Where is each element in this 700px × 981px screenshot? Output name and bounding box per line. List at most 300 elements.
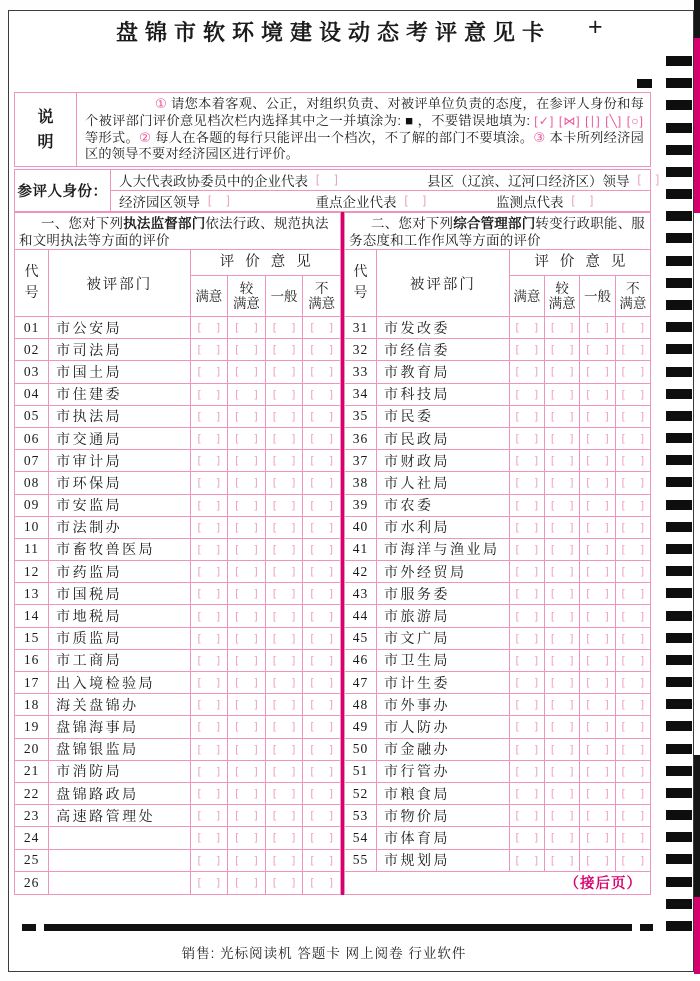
row-code: 12 — [15, 561, 49, 582]
row-department: 出入境检验局 — [49, 672, 190, 693]
rating-fill-box[interactable]: [ ] — [191, 450, 229, 471]
rating-fill-box[interactable]: [ ] — [266, 872, 304, 894]
rating-fill-box[interactable]: [ ] — [619, 631, 649, 645]
rating-fill-box[interactable]: [ ] — [545, 827, 580, 848]
table-row — [345, 517, 650, 539]
rating-fill-box[interactable]: [ ] — [308, 409, 338, 423]
row-code: 33 — [345, 361, 377, 382]
rating-fill-box[interactable]: [ ] — [619, 764, 649, 778]
rating-fill-box[interactable]: [ ] — [510, 716, 545, 737]
identity-fill-box[interactable]: [ ] — [635, 173, 664, 187]
rating-fill-box[interactable]: [ ] — [619, 720, 649, 734]
row-code: 05 — [15, 406, 49, 427]
row-department: 高速路管理处 — [49, 805, 190, 826]
rating-fill-box[interactable]: [ ] — [619, 676, 649, 690]
timing-mark — [666, 389, 692, 399]
rating-fill-box[interactable]: [ ] — [191, 561, 229, 582]
rating-fill-box[interactable]: [ ] — [266, 783, 304, 804]
rating-fill-box[interactable]: [ ] — [266, 805, 304, 826]
rating-fill-box[interactable]: [ ] — [619, 343, 649, 357]
rating-fill-box[interactable]: [ ] — [619, 653, 649, 667]
row-code: 52 — [345, 783, 377, 804]
rating-fill-box[interactable]: [ ] — [191, 517, 229, 538]
row-department: 市发改委 — [377, 317, 510, 338]
rating-fill-box[interactable]: [ ] — [619, 853, 649, 867]
rating-fill-box[interactable]: [ ] — [228, 694, 266, 715]
rating-fill-box[interactable]: [ ] — [308, 365, 338, 379]
rating-fill-box[interactable]: [ ] — [191, 850, 229, 871]
rating-fill-box[interactable]: [ ] — [619, 587, 649, 601]
rating-fill-box[interactable]: [ ] — [228, 428, 266, 449]
rating-fill-box[interactable]: [ ] — [545, 361, 580, 382]
row-department: 市消防局 — [49, 761, 190, 782]
identity-option — [119, 170, 427, 190]
rating-fill-box[interactable]: [ ] — [266, 561, 304, 582]
rating-fill-box[interactable]: [ ] — [266, 339, 304, 360]
row-code: 04 — [15, 384, 49, 405]
rating-fill-box[interactable]: [ ] — [580, 739, 615, 760]
rating-fill-box[interactable]: [ ] — [619, 476, 649, 490]
rating-fill-box[interactable]: [ ] — [191, 317, 229, 338]
rating-fill-box[interactable]: [ ] — [308, 476, 338, 490]
rating-fill-box[interactable]: [ ] — [619, 365, 649, 379]
rating-fill-box[interactable]: [ ] — [545, 472, 580, 493]
rating-fill-box[interactable]: [ ] — [191, 716, 229, 737]
rating-fill-box[interactable]: [ ] — [228, 672, 266, 693]
rating-fill-box[interactable]: [ ] — [191, 783, 229, 804]
identity-fill-box[interactable]: [ ] — [314, 173, 342, 187]
row-code: 21 — [15, 761, 49, 782]
registration-plus-mark: + — [588, 13, 603, 41]
instruction-segment-wrong: [✓] [⋈] [∣] [╲] [○] — [534, 113, 644, 128]
rating-fill-box[interactable]: [ ] — [191, 672, 229, 693]
rating-fill-box[interactable]: [ ] — [545, 605, 580, 626]
rating-fill-box[interactable]: [ ] — [545, 672, 580, 693]
rating-fill-box[interactable]: [ ] — [228, 583, 266, 604]
rating-fill-box[interactable]: [ ] — [266, 539, 304, 560]
rating-fill-box[interactable]: [ ] — [580, 650, 615, 671]
rating-fill-box[interactable]: [ ] — [510, 783, 545, 804]
rating-fill-box[interactable]: [ ] — [266, 605, 304, 626]
rating-fill-box[interactable]: [ ] — [228, 495, 266, 516]
scan-edge-strip — [694, 897, 700, 974]
rating-fill-box[interactable]: [ ] — [580, 339, 615, 360]
rating-fill-box[interactable]: [ ] — [308, 653, 338, 667]
rating-fill-box[interactable]: [ ] — [266, 739, 304, 760]
rating-fill-box[interactable]: [ ] — [619, 432, 649, 446]
rating-fill-box[interactable]: [ ] — [510, 384, 545, 405]
identity-fill-box[interactable]: [ ] — [206, 194, 234, 208]
rating-fill-box[interactable]: [ ] — [580, 384, 615, 405]
row-department: 盘锦海事局 — [49, 716, 190, 737]
rating-fill-box[interactable]: [ ] — [510, 472, 545, 493]
table-row — [15, 561, 340, 583]
timing-mark — [666, 78, 692, 88]
rating-fill-box[interactable]: [ ] — [545, 783, 580, 804]
rating-fill-box[interactable]: [ ] — [191, 761, 229, 782]
rating-fill-box[interactable]: [ ] — [545, 850, 580, 871]
rating-fill-box[interactable]: [ ] — [580, 694, 615, 715]
timing-mark — [666, 810, 692, 820]
page-title: 盘锦市软环境建设动态考评意见卡 — [115, 20, 551, 45]
table-row — [15, 317, 340, 339]
rating-fill-box[interactable]: [ ] — [510, 406, 545, 427]
instruction-segment-plain: 等形式。 — [85, 129, 140, 145]
rating-fill-box[interactable]: [ ] — [580, 539, 615, 560]
row-department: 盘锦路政局 — [49, 783, 190, 804]
rating-fill-box[interactable]: [ ] — [308, 809, 338, 823]
table-row — [345, 561, 650, 583]
instruction-segment-fill: ■ — [405, 112, 414, 128]
timing-mark — [666, 655, 692, 665]
timing-mark — [666, 278, 692, 288]
rating-fill-box[interactable]: [ ] — [228, 339, 266, 360]
rating-fill-box[interactable]: [ ] — [545, 384, 580, 405]
rating-fill-box[interactable]: [ ] — [266, 850, 304, 871]
rating-fill-box[interactable]: [ ] — [191, 694, 229, 715]
rating-fill-box[interactable]: [ ] — [266, 361, 304, 382]
timing-mark — [666, 588, 692, 598]
rating-fill-box[interactable]: [ ] — [228, 605, 266, 626]
timing-mark — [666, 544, 692, 554]
row-code: 26 — [15, 872, 49, 894]
rating-fill-box[interactable]: [ ] — [228, 472, 266, 493]
rating-fill-box[interactable]: [ ] — [191, 827, 229, 848]
rating-fill-box[interactable]: [ ] — [228, 650, 266, 671]
rating-fill-box[interactable]: [ ] — [510, 495, 545, 516]
row-department: 市人社局 — [377, 472, 510, 493]
instruction-segment-num: ① — [155, 96, 172, 111]
rating-fill-box[interactable]: [ ] — [619, 698, 649, 712]
row-code: 45 — [345, 628, 377, 649]
rating-fill-box[interactable]: [ ] — [510, 628, 545, 649]
instructions-text — [77, 93, 650, 166]
row-code: 35 — [345, 406, 377, 427]
rating-fill-box[interactable]: [ ] — [266, 317, 304, 338]
rating-fill-box[interactable]: [ ] — [308, 720, 338, 734]
rating-fill-box[interactable]: [ ] — [545, 628, 580, 649]
rating-fill-box[interactable]: [ ] — [266, 672, 304, 693]
rating-fill-box[interactable]: [ ] — [580, 495, 615, 516]
rating-fill-box[interactable]: [ ] — [545, 428, 580, 449]
rating-fill-box[interactable]: [ ] — [308, 454, 338, 468]
rating-header: 不 满意 — [619, 281, 647, 311]
rating-fill-box[interactable]: [ ] — [619, 498, 649, 512]
evaluation-section-2 — [344, 212, 651, 895]
rating-fill-box[interactable]: [ ] — [580, 716, 615, 737]
rating-fill-box[interactable]: [ ] — [510, 650, 545, 671]
timing-mark — [666, 899, 692, 909]
rating-fill-box[interactable]: [ ] — [510, 339, 545, 360]
instructions-box — [14, 92, 651, 167]
table-row — [15, 650, 340, 672]
rating-fill-box[interactable]: [ ] — [545, 561, 580, 582]
identity-option — [315, 191, 496, 211]
rating-fill-box[interactable]: [ ] — [228, 872, 266, 894]
rating-fill-box[interactable]: [ ] — [545, 694, 580, 715]
rating-fill-box[interactable]: [ ] — [228, 450, 266, 471]
rating-fill-box[interactable]: [ ] — [545, 450, 580, 471]
rating-fill-box[interactable]: [ ] — [266, 495, 304, 516]
row-department: 市民政局 — [377, 428, 510, 449]
rating-fill-box[interactable]: [ ] — [619, 520, 649, 534]
rating-fill-box[interactable]: [ ] — [510, 517, 545, 538]
table-row — [15, 384, 340, 406]
row-department: 市法制办 — [49, 517, 190, 538]
rating-fill-box[interactable]: [ ] — [510, 850, 545, 871]
rating-fill-box[interactable]: [ ] — [308, 520, 338, 534]
rating-fill-box[interactable]: [ ] — [228, 783, 266, 804]
row-code: 48 — [345, 694, 377, 715]
rating-fill-box[interactable]: [ ] — [228, 628, 266, 649]
column-header-opinion — [191, 250, 341, 316]
rating-fill-box[interactable]: [ ] — [266, 694, 304, 715]
rating-fill-box[interactable]: [ ] — [545, 739, 580, 760]
rating-fill-box[interactable]: [ ] — [228, 384, 266, 405]
rating-fill-box[interactable]: [ ] — [619, 409, 649, 423]
rating-fill-box[interactable]: [ ] — [510, 361, 545, 382]
rating-fill-box[interactable]: [ ] — [580, 583, 615, 604]
rating-fill-box[interactable]: [ ] — [191, 361, 229, 382]
rating-fill-box[interactable]: [ ] — [619, 787, 649, 801]
section-heading-part: 转变行政职能、服务态度和工作作风等方面的评价 — [349, 216, 646, 248]
rating-fill-box[interactable]: [ ] — [191, 872, 229, 894]
rating-fill-box[interactable]: [ ] — [308, 831, 338, 845]
rating-fill-box[interactable]: [ ] — [580, 517, 615, 538]
rating-fill-box[interactable]: [ ] — [191, 739, 229, 760]
rating-fill-box[interactable]: [ ] — [308, 321, 338, 335]
rating-fill-box[interactable]: [ ] — [580, 805, 615, 826]
rating-fill-box[interactable]: [ ] — [228, 539, 266, 560]
rating-fill-box[interactable]: [ ] — [191, 406, 229, 427]
rating-fill-box[interactable]: [ ] — [266, 384, 304, 405]
rating-fill-box[interactable]: [ ] — [191, 472, 229, 493]
rating-fill-box[interactable]: [ ] — [308, 387, 338, 401]
rating-fill-box[interactable]: [ ] — [545, 406, 580, 427]
row-code: 17 — [15, 672, 49, 693]
table-row — [345, 716, 650, 738]
rating-fill-box[interactable]: [ ] — [191, 805, 229, 826]
row-code: 02 — [15, 339, 49, 360]
timing-mark — [666, 721, 692, 731]
rating-fill-box[interactable]: [ ] — [191, 428, 229, 449]
column-header-code: 代 号 — [15, 250, 49, 316]
rating-fill-box[interactable]: [ ] — [191, 628, 229, 649]
rating-fill-box[interactable]: [ ] — [510, 317, 545, 338]
rating-fill-box[interactable]: [ ] — [580, 850, 615, 871]
rating-fill-box[interactable]: [ ] — [580, 317, 615, 338]
rating-fill-box[interactable]: [ ] — [619, 321, 649, 335]
rating-fill-box[interactable]: [ ] — [228, 850, 266, 871]
rating-fill-box[interactable]: [ ] — [545, 339, 580, 360]
row-code: 53 — [345, 805, 377, 826]
rating-fill-box[interactable]: [ ] — [510, 583, 545, 604]
identity-option — [426, 170, 664, 190]
row-department: 市质监局 — [49, 628, 190, 649]
table-row — [345, 805, 650, 827]
row-department: 市海洋与渔业局 — [377, 539, 510, 560]
rating-fill-box[interactable]: [ ] — [228, 317, 266, 338]
rating-fill-box[interactable]: [ ] — [510, 539, 545, 560]
rating-fill-box[interactable]: [ ] — [308, 764, 338, 778]
rating-fill-box[interactable]: [ ] — [580, 783, 615, 804]
rating-fill-box[interactable]: [ ] — [266, 428, 304, 449]
rating-fill-box[interactable]: [ ] — [510, 827, 545, 848]
timing-mark — [666, 123, 692, 133]
rating-fill-box[interactable]: [ ] — [308, 742, 338, 756]
identity-option-label: 人大代表政协委员中的企业代表 — [119, 174, 308, 189]
row-code: 43 — [345, 583, 377, 604]
rating-fill-box[interactable]: [ ] — [580, 628, 615, 649]
rating-fill-box[interactable]: [ ] — [580, 605, 615, 626]
rating-fill-box[interactable]: [ ] — [619, 831, 649, 845]
identity-fill-box[interactable]: [ ] — [402, 194, 431, 208]
identity-option — [119, 191, 315, 211]
rating-fill-box[interactable]: [ ] — [228, 827, 266, 848]
rating-fill-box[interactable]: [ ] — [228, 805, 266, 826]
rating-fill-box[interactable]: [ ] — [191, 339, 229, 360]
table-row — [345, 783, 650, 805]
row-code: 50 — [345, 739, 377, 760]
rating-fill-box[interactable]: [ ] — [510, 761, 545, 782]
rating-fill-box[interactable]: [ ] — [510, 672, 545, 693]
row-department: 市公安局 — [49, 317, 190, 338]
table-row — [15, 739, 340, 761]
row-code: 31 — [345, 317, 377, 338]
rating-fill-box[interactable]: [ ] — [545, 761, 580, 782]
rating-fill-box[interactable]: [ ] — [266, 716, 304, 737]
rating-fill-box[interactable]: [ ] — [545, 495, 580, 516]
rating-fill-box[interactable]: [ ] — [510, 805, 545, 826]
rating-fill-box[interactable]: [ ] — [308, 698, 338, 712]
rating-fill-box[interactable]: [ ] — [308, 432, 338, 446]
table-row — [345, 827, 650, 849]
rating-fill-box[interactable]: [ ] — [580, 472, 615, 493]
rating-fill-box[interactable]: [ ] — [228, 517, 266, 538]
rating-fill-box[interactable]: [ ] — [308, 609, 338, 623]
row-code: 51 — [345, 761, 377, 782]
instruction-segment-plain: 每人在各题的每行只能评出一个档次，不了解的部门不要填涂。 — [155, 129, 534, 145]
rating-fill-box[interactable]: [ ] — [545, 517, 580, 538]
rating-fill-box[interactable]: [ ] — [308, 787, 338, 801]
rating-fill-box[interactable]: [ ] — [191, 605, 229, 626]
row-department: 市金融办 — [377, 739, 510, 760]
rating-fill-box[interactable]: [ ] — [308, 542, 338, 556]
rating-fill-box[interactable]: [ ] — [228, 761, 266, 782]
rating-fill-box[interactable]: [ ] — [510, 561, 545, 582]
rating-fill-box[interactable]: [ ] — [308, 876, 338, 890]
rating-fill-box[interactable]: [ ] — [228, 361, 266, 382]
rating-fill-box[interactable]: [ ] — [266, 827, 304, 848]
rating-fill-box[interactable]: [ ] — [580, 761, 615, 782]
rating-fill-box[interactable]: [ ] — [580, 827, 615, 848]
rating-fill-box[interactable]: [ ] — [619, 454, 649, 468]
rating-fill-box[interactable]: [ ] — [266, 472, 304, 493]
rating-fill-box[interactable]: [ ] — [191, 650, 229, 671]
rating-fill-box[interactable]: [ ] — [580, 428, 615, 449]
row-department: 市畜牧兽医局 — [49, 539, 190, 560]
rating-fill-box[interactable]: [ ] — [228, 739, 266, 760]
rating-fill-box[interactable]: [ ] — [510, 605, 545, 626]
rating-fill-box[interactable]: [ ] — [545, 539, 580, 560]
rating-header: 较 满意 — [228, 276, 266, 316]
rating-fill-box[interactable]: [ ] — [308, 498, 338, 512]
row-department: 市执法局 — [49, 406, 190, 427]
rating-fill-box[interactable]: [ ] — [266, 406, 304, 427]
rating-fill-box[interactable]: [ ] — [580, 406, 615, 427]
rating-fill-box[interactable]: [ ] — [510, 450, 545, 471]
rating-fill-box[interactable]: [ ] — [580, 450, 615, 471]
rating-fill-box[interactable]: [ ] — [580, 672, 615, 693]
rating-fill-box[interactable]: [ ] — [191, 539, 229, 560]
opinion-header-label: 评价意见 — [510, 250, 650, 276]
rating-fill-box[interactable]: [ ] — [545, 716, 580, 737]
rating-fill-box[interactable]: [ ] — [545, 583, 580, 604]
table-row — [345, 850, 650, 872]
rating-fill-box[interactable]: [ ] — [266, 583, 304, 604]
table-row — [15, 628, 340, 650]
rating-fill-box[interactable]: [ ] — [510, 694, 545, 715]
rating-fill-box[interactable]: [ ] — [619, 742, 649, 756]
rating-fill-box[interactable]: [ ] — [580, 361, 615, 382]
row-code: 32 — [345, 339, 377, 360]
table-row — [15, 517, 340, 539]
rating-fill-box[interactable]: [ ] — [266, 628, 304, 649]
rating-fill-box[interactable]: [ ] — [191, 583, 229, 604]
rating-fill-box[interactable]: [ ] — [228, 716, 266, 737]
rating-fill-box[interactable]: [ ] — [266, 761, 304, 782]
rating-fill-box[interactable]: [ ] — [619, 565, 649, 579]
row-department — [49, 827, 190, 848]
rating-fill-box[interactable]: [ ] — [545, 805, 580, 826]
table-row — [345, 384, 650, 406]
rating-fill-box[interactable]: [ ] — [228, 561, 266, 582]
rating-header: 满意 — [510, 276, 545, 316]
rating-fill-box[interactable]: [ ] — [510, 739, 545, 760]
rating-fill-box[interactable]: [ ] — [266, 517, 304, 538]
rating-fill-box[interactable]: [ ] — [545, 650, 580, 671]
rating-fill-box[interactable]: [ ] — [308, 676, 338, 690]
rating-fill-box[interactable]: [ ] — [266, 450, 304, 471]
table-row — [15, 428, 340, 450]
row-department: 市财政局 — [377, 450, 510, 471]
rating-fill-box[interactable]: [ ] — [308, 343, 338, 357]
table-row — [345, 317, 650, 339]
identity-fill-box[interactable]: [ ] — [569, 194, 598, 208]
rating-fill-box[interactable]: [ ] — [228, 406, 266, 427]
rating-fill-box[interactable]: [ ] — [545, 317, 580, 338]
rating-fill-box[interactable]: [ ] — [266, 650, 304, 671]
rating-fill-box[interactable]: [ ] — [191, 384, 229, 405]
rating-fill-box[interactable]: [ ] — [619, 609, 649, 623]
rating-fill-box[interactable]: [ ] — [619, 542, 649, 556]
row-code: 22 — [15, 783, 49, 804]
row-code: 10 — [15, 517, 49, 538]
rating-fill-box[interactable]: [ ] — [308, 853, 338, 867]
rating-fill-box[interactable]: [ ] — [580, 561, 615, 582]
rating-fill-box[interactable]: [ ] — [619, 387, 649, 401]
row-code: 18 — [15, 694, 49, 715]
row-department: 市工商局 — [49, 650, 190, 671]
rating-fill-box[interactable]: [ ] — [191, 495, 229, 516]
rating-fill-box[interactable]: [ ] — [308, 631, 338, 645]
row-department: 市旅游局 — [377, 605, 510, 626]
rating-fill-box[interactable]: [ ] — [510, 428, 545, 449]
rating-fill-box[interactable]: [ ] — [308, 587, 338, 601]
timing-mark — [666, 699, 692, 709]
rating-fill-box[interactable]: [ ] — [619, 809, 649, 823]
rating-fill-box[interactable]: [ ] — [308, 565, 338, 579]
